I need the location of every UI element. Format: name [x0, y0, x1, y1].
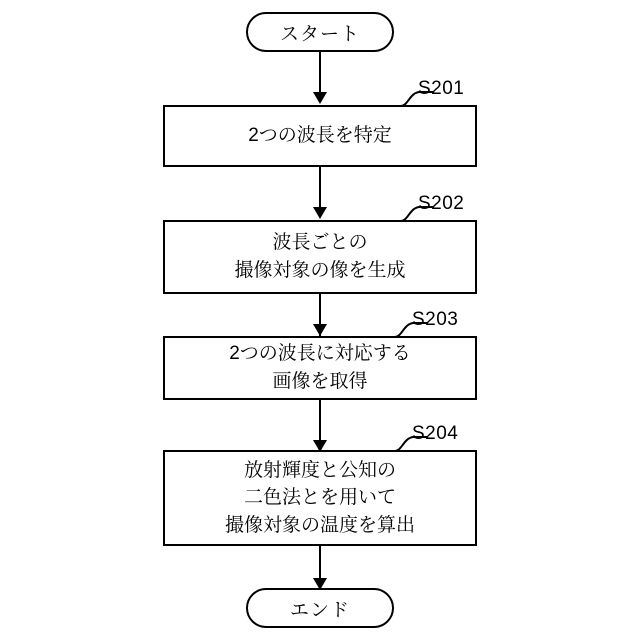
connector-start-to-s201	[319, 52, 321, 96]
node-s204	[163, 450, 477, 546]
node-end-label: エンド	[289, 599, 350, 621]
node-end	[246, 588, 394, 628]
connector-s201-to-s202	[319, 167, 321, 211]
arrowhead-start-to-s201	[313, 92, 327, 104]
node-s204-line-3: 撮像対象の温度を算出	[224, 514, 415, 536]
node-s203-line-1: 2つの波長に対応する	[229, 343, 411, 365]
node-s201-line-1: 2つの波長を特定	[248, 125, 392, 147]
label-s202: S202	[418, 193, 465, 214]
label-s201: S201	[418, 78, 465, 99]
node-s202-line-1: 波長ごとの	[272, 232, 368, 254]
node-s203-line-2: 画像を取得	[272, 371, 368, 392]
node-start	[246, 12, 394, 52]
arrowhead-s202-to-s203	[313, 324, 327, 336]
label-s203: S203	[412, 309, 459, 330]
node-s204-line-2: 二色法とを用いて	[243, 487, 396, 509]
node-s202-line-2: 撮像対象の像を生成	[234, 260, 406, 281]
label-s204: S204	[412, 423, 459, 444]
node-s201	[163, 105, 477, 167]
node-start-label: スタート	[279, 23, 360, 45]
node-s203	[163, 336, 477, 400]
node-s204-line-1: 放射輝度と公知の	[243, 459, 396, 481]
node-s202	[163, 220, 477, 294]
arrowhead-s201-to-s202	[313, 207, 327, 219]
connector-s203-to-s204	[319, 400, 321, 444]
